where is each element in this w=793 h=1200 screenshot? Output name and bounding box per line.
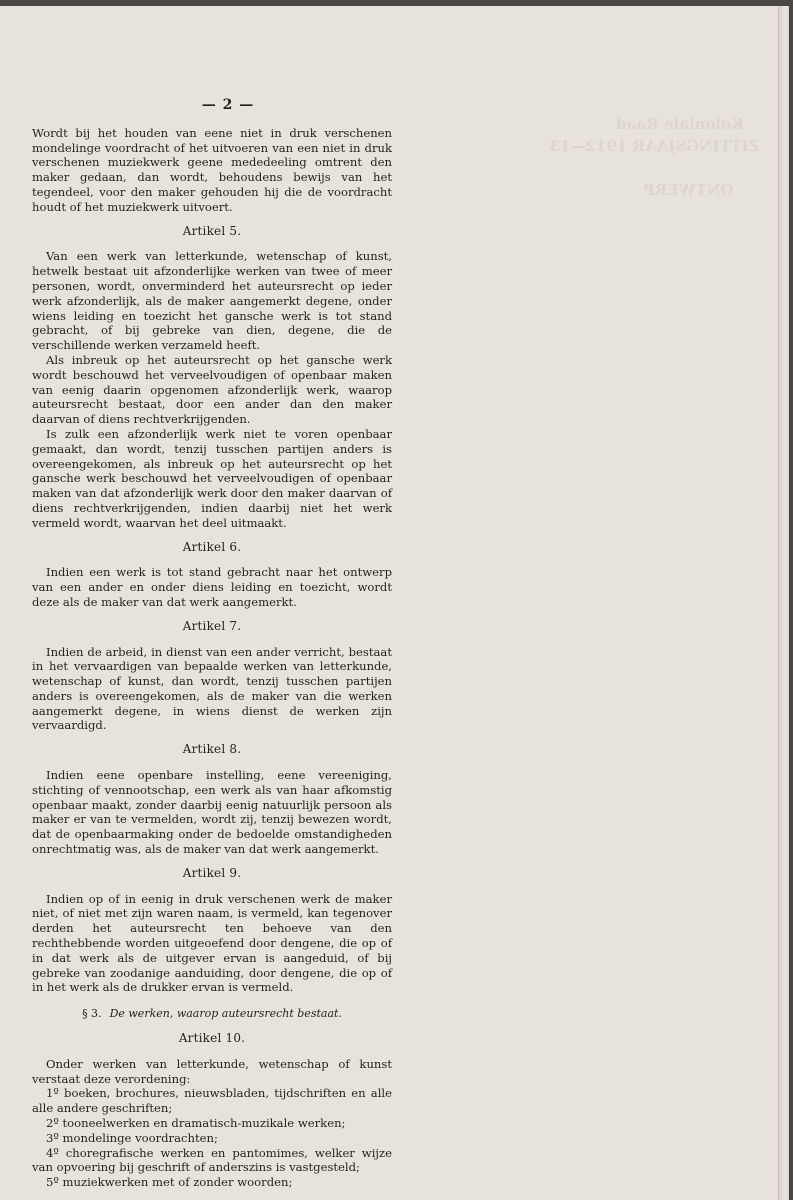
text-column [32,98,392,1190]
section-title: De werken, waarop auteursrecht bestaat. [109,1007,342,1021]
article-heading: Artikel 9. [182,865,242,880]
list-item: 2º tooneelwerken en dramatisch-muzikale werken; [46,1116,346,1131]
list-item: 5º muziekwerken met of zonder woorden; [46,1175,293,1190]
paragraph: Onder werken van letterkunde, wetenschap of kunst verstaat deze verordening: [32,1056,392,1086]
document-page [0,6,789,1200]
article-heading: Artikel 8. [182,742,242,757]
page-number: — 2 — [201,97,255,113]
paragraph: Van een werk van letterkunde, wetenschap of kunst, hetwelk bestaat uit afzonderlijke werken van twee of meer personen, wordt, onverminderd het auteursrecht op ieder werk afzonderlijk, als de maker aangemerkt degene, onder wiens leiding en toezicht het gansche werk is tot stand gebracht, of bij gebreke van dien, degene, die de verschillende werken verzameld heeft. [32,249,392,353]
article-heading: Artikel 7. [182,618,242,633]
list-item: 4º choregrafische werken en pantomimes, welker wijze van opvoering bij geschrift of anderszins is vastgesteld; [32,1145,392,1175]
document-body [32,126,392,1190]
article-heading: Artikel 5. [182,223,242,238]
paragraph: Indien op of in eenig in druk verschenen werk de maker niet, of niet met zijn waren naam, is vermeld, kan tegenover derden het auteursrecht ten behoeve van den rechthebbende worden uitgeoefend door dengene, die op of in dat werk als de uitgever ervan is aangeduid, of bij gebreke van zoodanige aanduiding, door dengene, die op of in het werk als de drukker ervan is vermeld. [32,891,392,995]
section-heading [32,1007,392,1022]
list-item: 1º boeken, brochures, nieuwsbladen, tijdschriften en alle alle andere geschriften; [32,1086,392,1116]
paragraph: Indien de arbeid, in dienst van een ander verricht, bestaat in het vervaardigen van bepaalde werken van letterkunde, wetenschap of kunst, dan wordt, tenzij tusschen partijen anders is overeengekomen, als de maker van die werken aangemerkt degene, in wiens dienst de werken zijn vervaardigd. [32,644,392,733]
show-through-bleed: Koloniale Raad ZITTINGSJAAR 1912—13 ONTWERP [549,115,760,199]
paragraph: Wordt bij het houden van eene niet in druk verschenen mondelinge voordracht of het uitvoeren van een niet in druk verschenen muziekwerk geene mededeeling omtrent den maker gedaan, dan wordt, behoudens bewijs van het tegendeel, voor den maker gehouden hij die de voordracht houdt of het muziekwerk uitvoert. [32,125,392,214]
page-fold [778,6,789,1200]
article-heading: Artikel 10. [178,1031,246,1046]
paragraph: Indien eene openbare instelling, eene vereeniging, stichting of vennootschap, een werk als van haar afkomstig openbaar maakt, zonder daarbij eenig natuurlijk persoon als maker er van te vermelden, wordt zij, tenzij bewezen wordt, dat de openbaarmaking onder de bedoelde omstandigheden onrechtmatig was, als de maker van dat werk aangemerkt. [32,768,392,857]
section-symbol: § 3. [82,1007,102,1021]
paragraph: Indien een werk is tot stand gebracht naar het ontwerp van een ander en onder diens leiding en toezicht, wordt deze als de maker van dat werk aangemerkt. [32,565,392,609]
list-item: 3º mondelinge voordrachten; [46,1130,218,1145]
paragraph: Is zulk een afzonderlijk werk niet te voren openbaar gemaakt, dan wordt, tenzij tusschen partijen anders is overeengekomen, als inbreuk op het auteursrecht op het gansche werk beschouwd het verveelvoudigen of openbaar maken van dat afzonderlijk werk door den maker daarvan of diens rechtverkrijgenden, indien daarbij niet het werk vermeld wordt, waarvan het deel uitmaakt. [32,426,392,530]
article-heading: Artikel 6. [182,539,242,554]
paragraph: Als inbreuk op het auteursrecht op het gansche werk wordt beschouwd het verveelvoudigen of openbaar maken van eenig daarin opgenomen afzonderlijk werk, waarop auteursrecht bestaat, door een ander dan den maker daarvan of diens rechtverkrijgenden. [32,352,392,427]
